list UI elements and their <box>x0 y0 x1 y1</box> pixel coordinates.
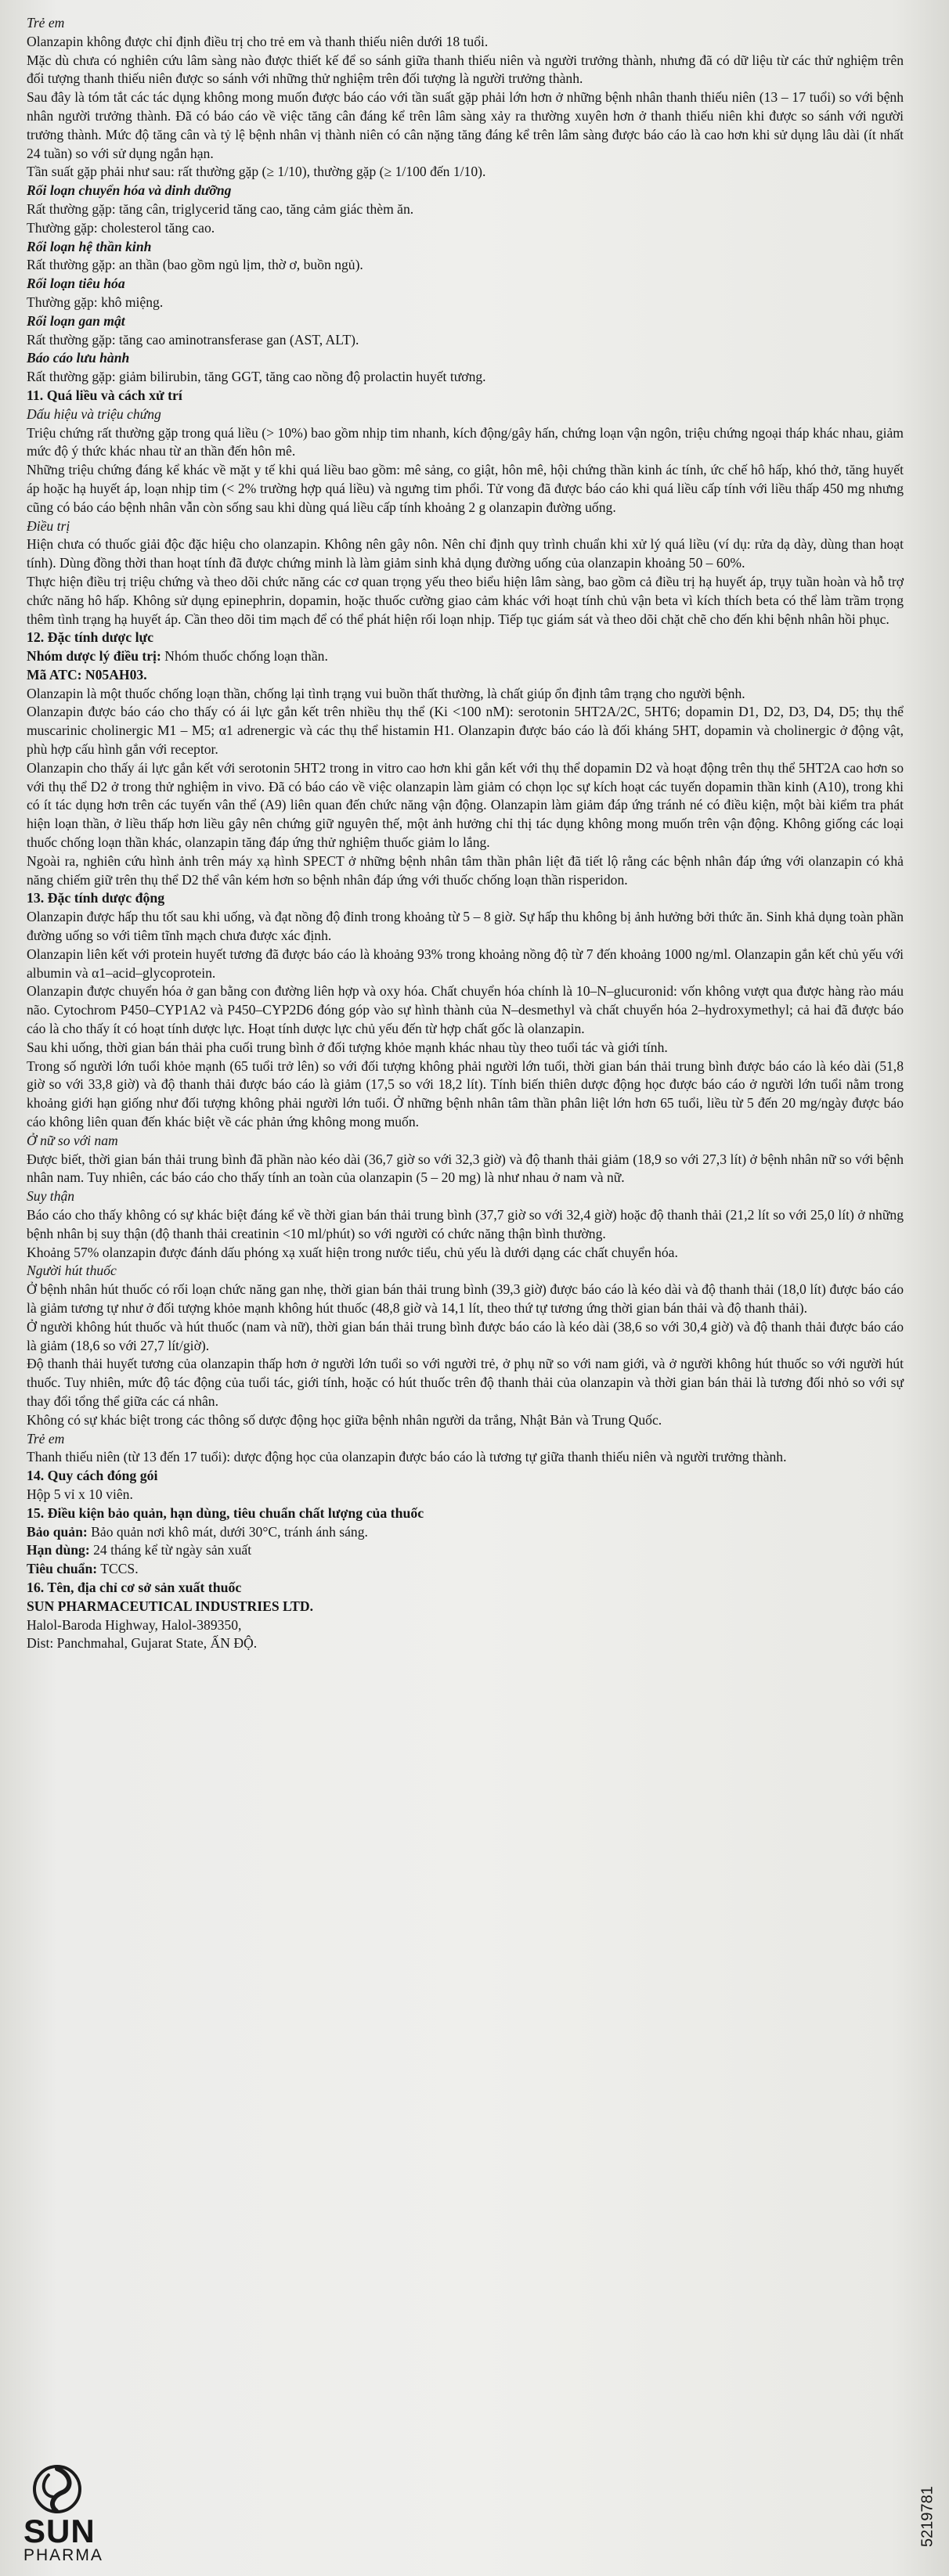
paragraph: Báo cáo cho thấy không có sự khác biệt đáng kể về thời gian bán thải trung bình (37,7 giờ so với 32,4 giờ) hoặc độ thanh thải (21,2 lít so với 25,0 lít) ở những bệnh nhân bị suy thận (độ thanh thải creatinin <10 ml/phút) so với người có chức năng thận bình thường. <box>27 1207 904 1241</box>
label: Mã ATC: N05AH03. <box>27 666 147 683</box>
children-heading: Trẻ em <box>27 15 65 31</box>
company: SUN PHARMACEUTICAL INDUSTRIES LTD. <box>27 1598 313 1614</box>
logo-subtitle: PHARMA <box>23 2546 103 2564</box>
section-15-title: 15. Điều kiện bảo quản, hạn dùng, tiêu chuẩn chất lượng của thuốc <box>27 1504 424 1521</box>
paragraph: Khoảng 57% olanzapin được đánh dấu phóng xạ xuất hiện trong nước tiểu, chủ yếu là dưới dạng các chất chuyển hóa. <box>27 1244 678 1260</box>
paragraph: Rất thường gặp: an thần (bao gồm ngủ lịm, thờ ơ, buồn ngủ). <box>27 257 363 273</box>
label: Bảo quản: <box>27 1523 88 1540</box>
print-code-text: 5219781 <box>918 2486 936 2547</box>
logo-wordmark: SUN <box>23 2513 96 2549</box>
paragraph: Sau đây là tóm tắt các tác dụng không mong muốn được báo cáo với tần suất gặp phải lớn hơn ở những bệnh nhân thanh thiếu niên (13 – 17 tuổi) so với bệnh nhân người trưởng thành. Đã có báo cáo về việc tăng cân đáng kể trên lâm sàng xảy ra thường xuyên hơn ở thanh thiếu niên khi được so sánh với người trưởng thành. Mức độ tăng cân và tỷ lệ bệnh nhân vị thành niên có cân nặng tăng đáng kể trên lâm sàng được báo cáo là cao hơn khi sử dụng lâu dài (ít nhất 24 tuần) so với sử dụng ngắn hạn. <box>27 89 904 161</box>
paragraph: Ở người không hút thuốc và hút thuốc (nam và nữ), thời gian bán thải trung bình được báo cáo là kéo dài (38,6 so với 30,4 giờ) và độ thanh thải được báo cáo là giảm (18,6 so với 27,7 lít/giờ). <box>27 1318 904 1353</box>
label: Tiêu chuẩn: <box>27 1561 98 1577</box>
paragraph: Mặc dù chưa có nghiên cứu lâm sàng nào được thiết kế để so sánh giữa thanh thiếu niên và người trưởng thành, nhưng đã có dữ liệu từ các thử nghiệm trên đối tượng thanh thiếu niên được so sánh với những thử nghiệm trên đối tượng là người trưởng thành. <box>27 52 904 87</box>
adverse-group-title: Rối loạn hệ thần kinh <box>27 238 152 254</box>
storage-line <box>27 1523 904 1542</box>
sun-pharma-logo <box>23 2464 110 2574</box>
paragraph: Tần suất gặp phải như sau: rất thường gặp (≥ 1/10), thường gặp (≥ 1/100 đến 1/10). <box>27 164 486 180</box>
paragraph: Ngoài ra, nghiên cứu hình ảnh trên máy xạ hình SPECT ở những bệnh nhân tâm thần phân liệt đã tiết lộ rằng các bệnh nhân đáp ứng với olanzapin có khả năng chiếm giữ trên thụ thể D2 thể vân kém hơn so bệnh nhân đáp ứng với thuốc chống loạn thần risperidon. <box>27 852 904 888</box>
address-line: Dist: Panchmahal, Gujarat State, ẤN ĐỘ. <box>27 1635 258 1652</box>
manufacturer-name <box>27 1598 904 1616</box>
label: Hạn dùng: <box>27 1542 90 1558</box>
label: Nhóm dược lý điều trị: <box>27 648 161 665</box>
atc-code <box>27 666 904 685</box>
paragraph: Hiện chưa có thuốc giải độc đặc hiệu cho olanzapin. Không nên gây nôn. Nên chỉ định quy trình chuẩn khi xử lý quá liều (ví dụ: rửa dạ dày, dùng than hoạt tính). Dùng đồng thời than hoạt tính đã được chứng minh là làm giảm sinh khả dụng đường uống của olanzapin khoảng 50 – 60%. <box>27 536 904 571</box>
section-13-title: 13. Đặc tính dược động <box>27 890 165 906</box>
address-line: Halol-Baroda Highway, Halol-389350, <box>27 1616 242 1633</box>
subheading: Suy thận <box>27 1188 75 1205</box>
paragraph: Rất thường gặp: tăng cao aminotransferase gan (AST, ALT). <box>27 331 359 348</box>
sun-pharma-swirl-icon <box>30 2464 85 2514</box>
adverse-group-title: Rối loạn tiêu hóa <box>27 276 125 292</box>
paragraph: Olanzapin không được chỉ định điều trị cho trẻ em và thanh thiếu niên dưới 18 tuổi. <box>27 33 489 49</box>
adverse-group-title: Rối loạn chuyển hóa và dinh dưỡng <box>27 182 232 199</box>
paragraph: Ở bệnh nhân hút thuốc có rối loạn chức năng gan nhẹ, thời gian bán thải trung bình (39,3 giờ) được báo cáo là kéo dài và độ thanh thải (18,0 lít) được báo cáo là giảm tương tự như ở đối tượng khỏe mạnh không hút thuốc (48,8 giờ và 14,1 lít, theo thứ tự tương ứng thời gian bán thải và độ thanh thải). <box>27 1281 904 1316</box>
print-code <box>916 2466 940 2567</box>
value: Nhóm thuốc chống loạn thần. <box>161 648 328 665</box>
paragraph: Thực hiện điều trị triệu chứng và theo dõi chức năng các cơ quan trọng yếu theo biểu hiện lâm sàng, bao gồm cả điều trị hạ huyết áp, trụy tuần hoàn và hỗ trợ chức năng hô hấp. Không sử dụng epinephrin, dopamin, hoặc thuốc cường giao cảm khác với hoạt tính chủ vận beta vì kích thích beta có thể làm trầm trọng thêm tình trạng hạ huyết áp. Cần theo dõi tim mạch để có thể phát hiện rối loạn nhịp. Tiếp tục giám sát và theo dõi chặt chẽ cho đến khi bệnh nhân hồi phục. <box>27 573 904 627</box>
pharmacologic-group <box>27 647 904 666</box>
section-16-title: 16. Tên, địa chỉ cơ sở sản xuất thuốc <box>27 1579 242 1595</box>
subheading: Người hút thuốc <box>27 1263 117 1279</box>
section-14-title: 14. Quy cách đóng gói <box>27 1468 158 1484</box>
paragraph: Những triệu chứng đáng kể khác về mặt y tế khi quá liều bao gồm: mê sảng, co giật, hôn mê, hội chứng thần kinh ác tính, ức chế hô hấp, khó thở, tăng huyết áp hoặc hạ huyết áp, loạn nhịp tim (< 2% trường hợp quá liều) và ngưng tim phổi. Tử vong đã được báo cáo khi quá liều cấp tính với liều thấp 450 mg nhưng cũng có báo cáo bệnh nhân vẫn còn sống sau khi dùng quá liều cấp tính khoảng 2 g olanzapin đường uống. <box>27 462 904 515</box>
paragraph: Triệu chứng rất thường gặp trong quá liều (> 10%) bao gồm nhịp tim nhanh, kích động/gây hấn, chứng loạn vận ngôn, triệu chứng ngoại tháp khác nhau, giảm mức độ ý thức khác nhau từ an thần đến hôn mê. <box>27 424 904 459</box>
paragraph: Olanzapin liên kết với protein huyết tương đã được báo cáo là khoảng 93% trong khoảng nồng độ từ 7 đến khoảng 1000 ng/ml. Olanzapin gắn kết chủ yếu với albumin và α1–acid–glycoprotein. <box>27 946 904 981</box>
paragraph: Sau khi uống, thời gian bán thải pha cuối trung bình ở đối tượng khỏe mạnh khác nhau tùy theo tuổi tác và giới tính. <box>27 1039 668 1055</box>
paragraph: Thanh thiếu niên (từ 13 đến 17 tuổi): dược động học của olanzapin được báo cáo là tương tự giữa thanh thiếu niên và người trưởng thành. <box>27 1449 787 1465</box>
paragraph: Thường gặp: khô miệng. <box>27 294 164 310</box>
paragraph: Thường gặp: cholesterol tăng cao. <box>27 219 215 236</box>
paragraph: Olanzapin được chuyển hóa ở gan bằng con đường liên hợp và oxy hóa. Chất chuyển hóa chính là 10–N–glucuronid: vốn không vượt qua được hàng rào máu não. Cytochrom P450–CYP1A2 và P450–CYP2D6 đóng góp vào sự hình thành của N–desmethyl và chất chuyển hóa 2–hydroxymethyl; cả hai đã được báo cáo là cho thấy ít có hoạt tính dược lực. Hoạt tính dược lực chủ yếu đến từ hợp chất gốc là olanzapin. <box>27 983 904 1037</box>
paragraph: Độ thanh thải huyết tương của olanzapin thấp hơn ở người lớn tuổi so với người trẻ, ở phụ nữ so với nam giới, và ở người không hút thuốc so với người hút thuốc. Tuy nhiên, mức độ tác động của tuổi tác, giới tính, hoặc có hút thuốc trên độ thanh thải của olanzapin và thời gian bán thải là tương đối nhỏ so với sự thay đổi tổng thể giữa các cá nhân. <box>27 1356 904 1409</box>
paragraph: Rất thường gặp: giảm bilirubin, tăng GGT, tăng cao nồng độ prolactin huyết tương. <box>27 369 486 385</box>
paragraph: Rất thường gặp: tăng cân, triglycerid tăng cao, tăng cảm giác thèm ăn. <box>27 200 414 217</box>
subheading: Dấu hiệu và triệu chứng <box>27 405 161 422</box>
paragraph: Hộp 5 vỉ x 10 viên. <box>27 1486 133 1502</box>
subheading: Điều trị <box>27 517 70 534</box>
value: Bảo quản nơi khô mát, dưới 30°C, tránh ánh sáng. <box>87 1523 368 1540</box>
paragraph: Được biết, thời gian bán thải trung bình đã phần nào kéo dài (36,7 giờ so với 32,3 giờ) và độ thanh thải giảm (18,9 so với 27,3 lít) ở bệnh nhân nữ so với bệnh nhân nam. Tuy nhiên, các báo cáo cho thấy tính an toàn của olanzapin (5 – 20 mg) là như nhau ở nam và nữ. <box>27 1151 904 1186</box>
paragraph: Trong số người lớn tuổi khỏe mạnh (65 tuổi trở lên) so với đối tượng không phải người lớn tuổi, thời gian bán thải trung bình được báo cáo là kéo dài (51,8 giờ so với 33,8 giờ) và độ thanh thải được báo cáo là giảm (17,5 so với 18,2 lít). Tính biến thiên dược động học được báo cáo ở người lớn tuổi nằm trong khoảng giới hạn giống như đối tượng không phải người lớn tuổi. Ở những bệnh nhân tâm thần phân liệt lớn hơn 65 tuổi, liều từ 5 đến 20 mg/ngày được báo cáo không liên quan đến khác biệt về các phản ứng không mong muốn. <box>27 1057 904 1130</box>
subheading: Trẻ em <box>27 1430 65 1447</box>
paragraph: Olanzapin cho thấy ái lực gắn kết với serotonin 5HT2 trong in vitro cao hơn khi gắn kết với thụ thể dopamin D2 và hoạt động trên thụ thể 5HT2A cao hơn so với thụ thể D2 ở trong thử nghiệm in vivo. Đã có báo cáo về việc olanzapin làm giảm có chọn lọc sự kích hoạt các tuyến dopamin thần kinh (A10), trong khi có ít tác dụng hơn trên các tuyến vân thể (A9) liên quan đến chức năng vận động. Olanzapin làm giảm đáp ứng tránh né có điều kiện, một bài kiểm tra phát hiện loạn thần, ở liều thấp hơn liều gây nên chứng giữ nguyên thế, một ảnh hưởng chỉ thị tác dụng không mong muốn trên vận động. Không giống các loại thuốc chống loạn thần khác, olanzapin tăng đáp ứng thử nghiệm thuốc giảm lo lắng. <box>27 759 904 851</box>
standard-line <box>27 1560 904 1579</box>
leaflet-text <box>27 14 904 1653</box>
adverse-group-title: Rối loạn gan mật <box>27 312 125 329</box>
value: TCCS. <box>97 1561 139 1577</box>
value: 24 tháng kể từ ngày sản xuất <box>89 1542 252 1558</box>
paragraph: Olanzapin được hấp thu tốt sau khi uống, và đạt nồng độ đỉnh trong khoảng từ 5 – 8 giờ. Sự hấp thu không bị ảnh hưởng bởi thức ăn. Sinh khả dụng toàn phần đường uống so với tiêm tĩnh mạch chưa được xác định. <box>27 909 904 944</box>
paragraph: Olanzapin là một thuốc chống loạn thần, chống lại tình trạng vui buồn thất thường, là chất giúp ổn định tâm trạng cho người bệnh. <box>27 685 745 701</box>
shelf-life-line <box>27 1541 904 1560</box>
subheading: Ở nữ so với nam <box>27 1132 118 1148</box>
section-11-title: 11. Quá liều và cách xử trí <box>27 387 182 403</box>
adverse-group-title: Báo cáo lưu hành <box>27 350 130 366</box>
paragraph: Không có sự khác biệt trong các thông số dược động học giữa bệnh nhân người da trắng, Nhật Bản và Trung Quốc. <box>27 1411 662 1428</box>
paragraph: Olanzapin được báo cáo cho thấy có ái lực gắn kết trên nhiều thụ thể (Ki <100 nM): serotonin 5HT2A/2C, 5HT6; dopamin D1, D2, D3, D4, D5; thụ thể muscarinic cholinergic M1 – M5; α1 adrenergic và các thụ thể histamin H1. Olanzapin được báo cáo là đối kháng 5HT, dopamin và cholinergic ở động vật, phù hợp cấu hình gắn với receptor. <box>27 704 904 758</box>
section-12-title: 12. Đặc tính dược lực <box>27 629 154 646</box>
